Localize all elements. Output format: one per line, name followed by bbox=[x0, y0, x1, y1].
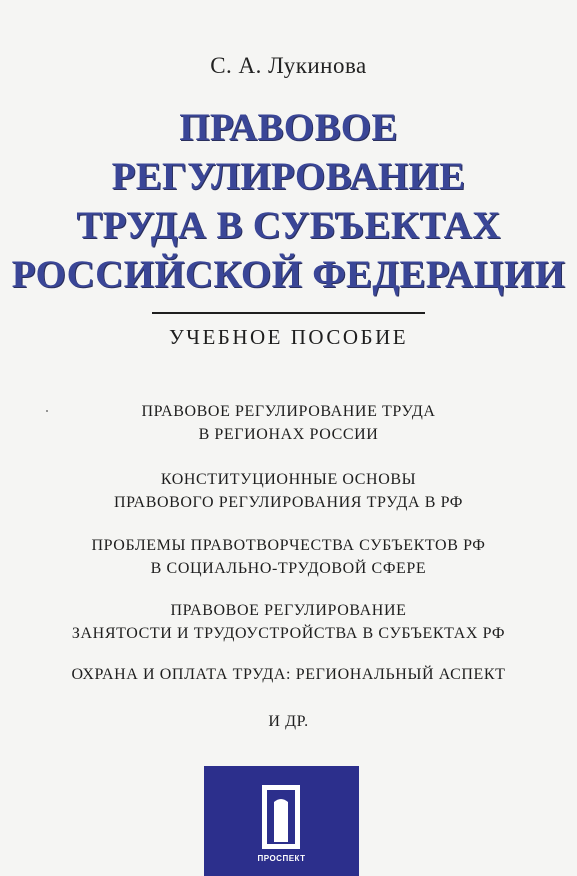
topic-item bbox=[0, 468, 577, 514]
book-subtitle: УЧЕБНОЕ ПОСОБИЕ bbox=[168, 325, 409, 349]
topic-line: ПРАВОВОЕ РЕГУЛИРОВАНИЕ ТРУДА bbox=[141, 403, 436, 420]
title-line: ПРАВОВОЕ bbox=[179, 106, 398, 149]
publisher-logo bbox=[204, 766, 359, 876]
topic-line: В РЕГИОНАХ РОССИИ bbox=[198, 426, 379, 443]
topic-item bbox=[0, 710, 577, 733]
publisher-arch-logo-icon bbox=[261, 784, 301, 850]
title-divider bbox=[152, 312, 425, 314]
topic-line: КОНСТИТУЦИОННЫЕ ОСНОВЫ bbox=[160, 471, 417, 488]
topic-item bbox=[0, 400, 577, 446]
title-line: РОССИЙСКОЙ ФЕДЕРАЦИИ bbox=[11, 253, 566, 296]
topic-item bbox=[0, 534, 577, 580]
title-line: ТРУДА В СУБЪЕКТАХ bbox=[76, 204, 501, 247]
book-title bbox=[0, 103, 577, 299]
topic-item bbox=[0, 599, 577, 645]
topic-item bbox=[0, 663, 577, 686]
topic-line: ПРОБЛЕМЫ ПРАВОТВОРЧЕСТВА СУБЪЕКТОВ РФ bbox=[91, 537, 486, 554]
publisher-name: ПРОСПЕКТ bbox=[257, 854, 306, 863]
topic-line: ПРАВОВОГО РЕГУЛИРОВАНИЯ ТРУДА В РФ bbox=[113, 494, 464, 511]
topic-line: И ДР. bbox=[268, 713, 309, 730]
topic-line: ЗАНЯТОСТИ И ТРУДОУСТРОЙСТВА В СУБЪЕКТАХ РФ bbox=[71, 625, 506, 642]
topic-line: ПРАВОВОЕ РЕГУЛИРОВАНИЕ bbox=[170, 602, 407, 619]
topic-line: В СОЦИАЛЬНО-ТРУДОВОЙ СФЕРЕ bbox=[150, 560, 427, 577]
author-name: С. А. Лукинова bbox=[210, 53, 367, 78]
title-line: РЕГУЛИРОВАНИЕ bbox=[111, 155, 466, 198]
topic-line: ОХРАНА И ОПЛАТА ТРУДА: РЕГИОНАЛЬНЫЙ АСПЕКТ bbox=[71, 666, 506, 683]
